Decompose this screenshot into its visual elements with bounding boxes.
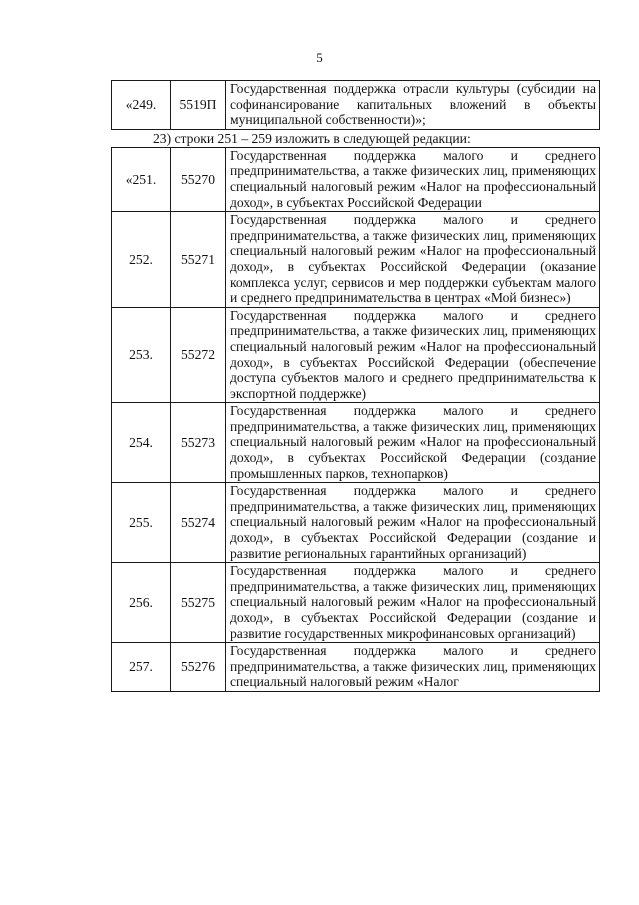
table-row bbox=[112, 147, 600, 211]
row-code: 55273 bbox=[171, 403, 226, 483]
row-description: Государственная поддержка малого и среднего предпринимательства, а также физических лиц, применяющих специальный налоговый режим «Налог на профессиональный доход», в субъектах Российской Федерации (создание и развитие государственных микрофинансовых организаций) bbox=[226, 563, 600, 643]
table-row bbox=[112, 81, 600, 130]
row-code: 55272 bbox=[171, 307, 226, 403]
row-description: Государственная поддержка отрасли культуры (субсидии на софинансирование капитальных вложений в объекты муниципальной собственности)»; bbox=[226, 81, 600, 130]
table-row bbox=[112, 563, 600, 643]
row-description: Государственная поддержка малого и среднего предпринимательства, а также физических лиц, применяющих специальный налоговый режим «Налог на профессиональный доход», в субъектах Российской Федерации bbox=[226, 147, 600, 211]
row-description: Государственная поддержка малого и среднего предпринимательства, а также физических лиц, применяющих специальный налоговый режим «Налог на профессиональный доход», в субъектах Российской Федерации (создание промышленных парков, технопарков) bbox=[226, 403, 600, 483]
row-number: 252. bbox=[112, 212, 171, 308]
page-number: 5 bbox=[316, 50, 323, 65]
row-code: 55276 bbox=[171, 643, 226, 692]
table-row bbox=[112, 643, 600, 692]
document-body bbox=[111, 80, 600, 692]
budget-table-new bbox=[111, 147, 600, 692]
table-row bbox=[112, 483, 600, 563]
row-code: 55274 bbox=[171, 483, 226, 563]
row-description: Государственная поддержка малого и среднего предпринимательства, а также физических лиц, применяющих специальный налоговый режим «Налог bbox=[226, 643, 600, 692]
budget-table-previous bbox=[111, 80, 600, 130]
table-row bbox=[112, 212, 600, 308]
row-number: 256. bbox=[112, 563, 171, 643]
table-row bbox=[112, 403, 600, 483]
row-code: 5519П bbox=[171, 81, 226, 130]
amendment-instruction: 23) строки 251 – 259 изложить в следующей редакции: bbox=[153, 130, 471, 146]
row-description: Государственная поддержка малого и среднего предпринимательства, а также физических лиц, применяющих специальный налоговый режим «Налог на профессиональный доход», в субъектах Российской Федерации (обеспечение доступа субъектов малого и среднего предпринимательства к экспортной поддержке) bbox=[226, 307, 600, 403]
row-code: 55275 bbox=[171, 563, 226, 643]
row-description: Государственная поддержка малого и среднего предпринимательства, а также физических лиц, применяющих специальный налоговый режим «Налог на профессиональный доход», в субъектах Российской Федерации (создание и развитие региональных гарантийных организаций) bbox=[226, 483, 600, 563]
row-description: Государственная поддержка малого и среднего предпринимательства, а также физических лиц, применяющих специальный налоговый режим «Налог на профессиональный доход», в субъектах Российской Федерации (оказание комплекса услуг, сервисов и мер поддержки субъектам малого и среднего предпринимательства в центрах «Мой бизнес») bbox=[226, 212, 600, 308]
row-number: 255. bbox=[112, 483, 171, 563]
row-number: «251. bbox=[112, 147, 171, 211]
row-number: 253. bbox=[112, 307, 171, 403]
row-number: 257. bbox=[112, 643, 171, 692]
row-number: 254. bbox=[112, 403, 171, 483]
table-row bbox=[112, 307, 600, 403]
row-number: «249. bbox=[112, 81, 171, 130]
row-code: 55271 bbox=[171, 212, 226, 308]
row-code: 55270 bbox=[171, 147, 226, 211]
